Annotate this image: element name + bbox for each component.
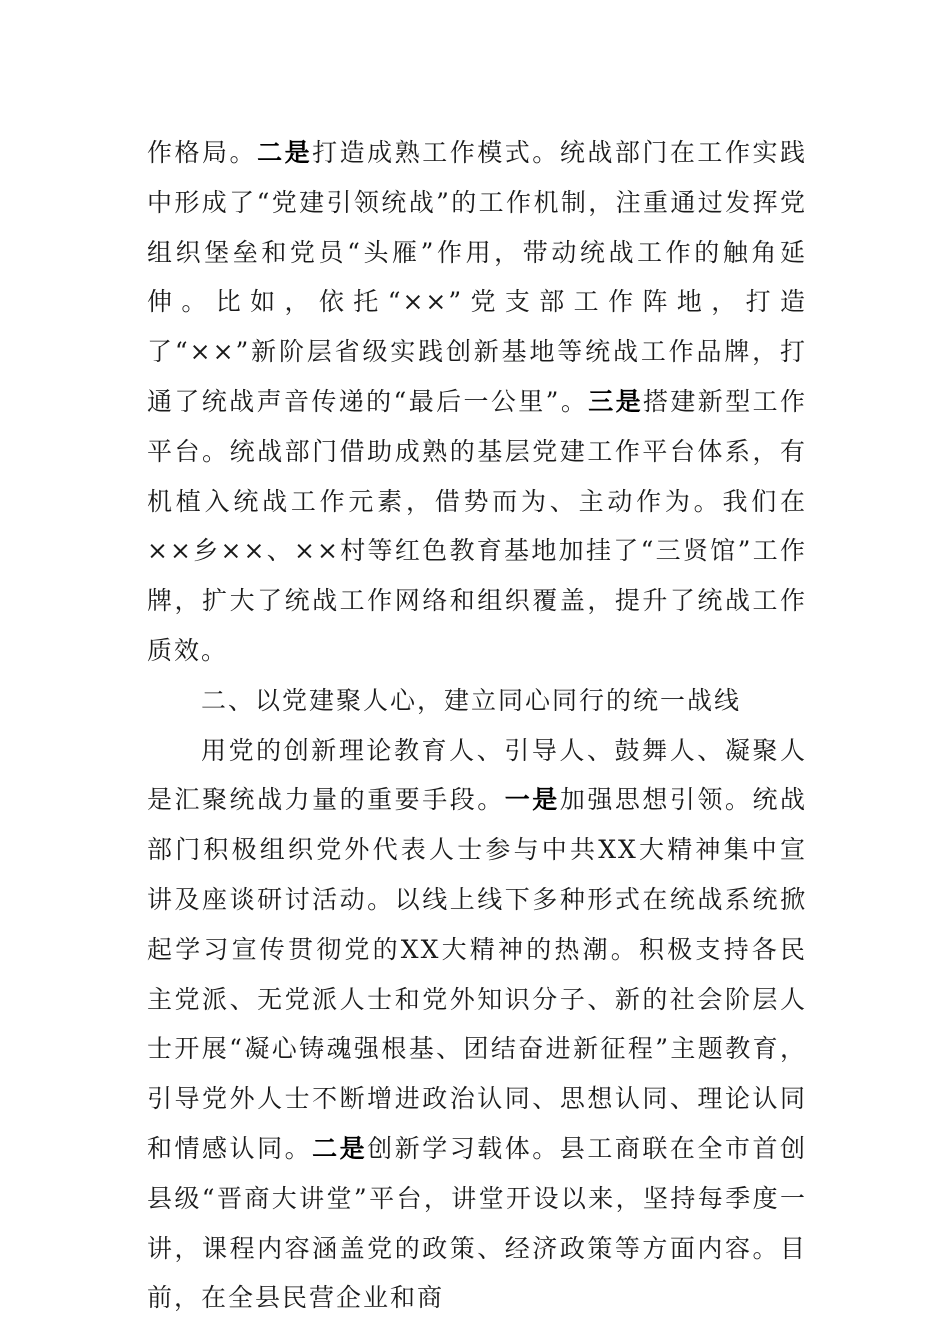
paragraph-work-pattern: [147, 128, 807, 676]
paragraph-ideology: [147, 726, 807, 1324]
bold-marker-second: 二是: [257, 138, 313, 167]
text-run: 创新学习载体。县工商联在全市首创县级“晋商大讲堂”平台，讲堂开设以来，坚持每季度一讲，课程内容涵盖党的政策、经济政策等方面内容。目前，在全县民营企业和商: [147, 1133, 807, 1313]
bold-marker-second: 二是: [312, 1133, 368, 1163]
text-run: 作格局。: [147, 138, 258, 167]
text-run: 加强思想引领。统战部门积极组织党外代表人士参与中共XX大精神集中宣讲及座谈研讨活动。以线上线下多种形式在统战系统掀起学习宣传贯彻党的XX大精神的热潮。积极支持各民主党派、无党派人士和党外知识分子、新的社会阶层人士开展“凝心铸魂强根基、团结奋进新征程”主题教育，引导党外人士不断增进政治认同、思想认同、理论认同和情感认同。: [147, 785, 807, 1163]
bold-marker-first: 一是: [504, 785, 560, 815]
text-run: 用党的创新理论教育人、引导人、鼓舞人、凝聚人是汇聚统战力量的重要手段。: [147, 735, 807, 815]
section-heading-2: 二、以党建聚人心，建立同心同行的统一战线: [201, 685, 742, 715]
text-run: 打造成熟工作模式。统战部门在工作实践中形成了“党建引领统战”的工作机制，注重通过发挥党组织堡垒和党员“头雁”作用，带动统战工作的触角延伸。比如，依托“××”党支部工作阵地，打造了“××”新阶层省级实践创新基地等统战工作品牌，打通了统战声音传递的“最后一公里”。: [147, 138, 807, 416]
text-run: 搭建新型工作平台。统战部门借助成熟的基层党建工作平台体系，有机植入统战工作元素，借势而为、主动作为。我们在××乡××、××村等红色教育基地加挂了“三贤馆”工作牌，扩大了统战工作网络和组织覆盖，提升了统战工作质效。: [147, 386, 807, 665]
bold-marker-third: 三是: [588, 386, 644, 416]
document-body: [147, 128, 807, 1323]
